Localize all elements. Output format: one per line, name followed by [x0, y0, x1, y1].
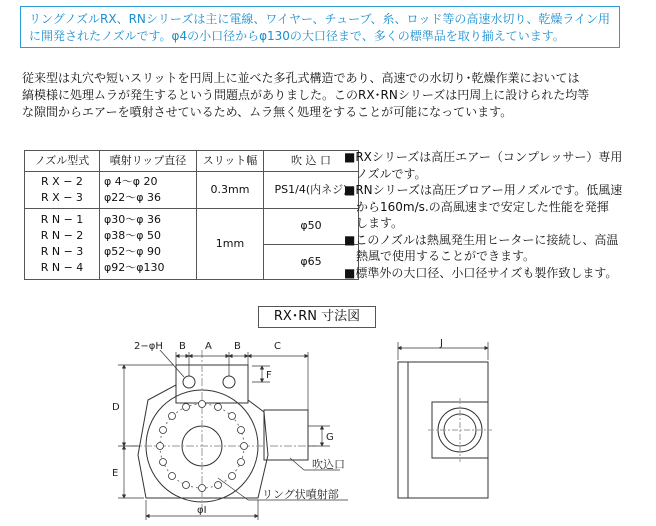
label-a: A	[205, 341, 212, 352]
bolt	[160, 427, 167, 434]
inlet-pipe	[264, 410, 308, 460]
label-ring-outlet: リング状噴射部	[262, 488, 339, 501]
diameter-value: φ38〜φ 50	[104, 229, 162, 242]
bolt	[238, 459, 245, 466]
label-e: E	[112, 468, 119, 479]
description-line: な隙間からエアーを噴射させているため、ムラ無く処理をすることが可能になっています。	[22, 105, 513, 119]
model-value: R N − 1	[40, 213, 84, 226]
intro-line: に開発されたノズルです。φ4の小口径からφ130の大口径まで、多くの標準品を取り揃えています。	[29, 29, 565, 43]
description-line: 縞模様に処理ムラが発生するという問題点がありました。このRX･RNシリーズは円周上に設けられた均等	[22, 88, 590, 102]
bolt	[169, 473, 176, 480]
label-c: C	[274, 341, 281, 352]
label-f: F	[266, 370, 272, 381]
note-line: 熱風で使用することができます。	[356, 249, 536, 263]
rn-slit-cell: 1mm	[197, 209, 264, 280]
rx-slit-cell: 0.3mm	[197, 172, 264, 209]
header-slit: スリット幅	[197, 151, 264, 172]
diameter-value: φ22〜φ 36	[104, 191, 162, 204]
diameter-value: φ52〜φ 90	[104, 245, 162, 258]
mounting-bracket	[176, 365, 248, 403]
note-line: から160m/s.の高風速まで安定した性能を発揮	[356, 199, 609, 214]
label-b-left: B	[179, 341, 186, 352]
model-value: R X − 2	[41, 175, 83, 188]
bolt	[241, 443, 248, 450]
rn-inlet-cell: φ50	[264, 209, 359, 245]
bolt	[238, 427, 245, 434]
label-b-right: B	[234, 341, 241, 352]
mounting-hole	[183, 376, 195, 388]
bolt	[160, 459, 167, 466]
description-line: 従来型は丸穴や短いスリットを円周上に並べた多孔式構造であり、高速での水切り･乾燥作業においては	[22, 71, 580, 85]
bolt	[183, 482, 190, 489]
note-line: ノズルです。	[356, 166, 427, 181]
header-inlet: 吹 込 口	[264, 151, 359, 172]
note-line: します。	[356, 216, 404, 230]
bolt	[199, 485, 206, 492]
side-view	[398, 342, 492, 498]
bolt	[169, 413, 176, 420]
rx-inlet-cell: PS1/4(内ネジ)	[264, 172, 359, 209]
mounting-hole	[223, 376, 235, 388]
bolt	[199, 401, 206, 408]
label-inlet: 吹込口	[312, 458, 345, 471]
bolt	[229, 473, 236, 480]
model-value: R N − 2	[40, 229, 84, 242]
note-line: ■RNシリーズは高圧ブロアー用ノズルです。低風速	[344, 183, 623, 197]
diameter-value: φ92〜φ130	[104, 261, 165, 274]
intro-line: リングノズルRX、RNシリーズは主に電線、ワイヤー、チューブ、糸、ロッド等の高速水切り、乾燥ライン用	[29, 12, 610, 26]
dimension-drawing-title: RX･RN 寸法図	[258, 306, 376, 328]
leader-ring	[218, 478, 248, 500]
bolt	[183, 404, 190, 411]
leader-hole	[160, 350, 184, 377]
bolt	[157, 443, 164, 450]
diameter-value: φ30〜φ 36	[104, 213, 162, 226]
label-hole: 2−φH	[134, 341, 163, 352]
header-diameter: 噴射リップ直径	[100, 151, 197, 172]
label-g: G	[326, 432, 334, 443]
label-d: D	[112, 402, 120, 413]
model-value: R N − 4	[40, 261, 84, 274]
label-i: φI	[197, 505, 207, 516]
model-value: R N − 3	[40, 245, 84, 258]
model-value: R X − 3	[41, 191, 83, 204]
header-model: ノズル型式	[25, 151, 100, 172]
label-j: J	[440, 338, 443, 349]
note-line: ■標準外の大口径、小口径サイズも製作致します。	[344, 265, 618, 280]
bolt	[215, 482, 222, 489]
note-line: ■RXシリーズは高圧エアー（コンプレッサー）専用	[344, 150, 623, 164]
rn-inlet-cell: φ65	[264, 244, 359, 280]
note-line: ■このノズルは熱風発生用ヒーターに接続し、高温	[344, 232, 619, 247]
diameter-value: φ 4〜φ 20	[104, 175, 158, 188]
bolt	[215, 404, 222, 411]
bolt	[229, 413, 236, 420]
